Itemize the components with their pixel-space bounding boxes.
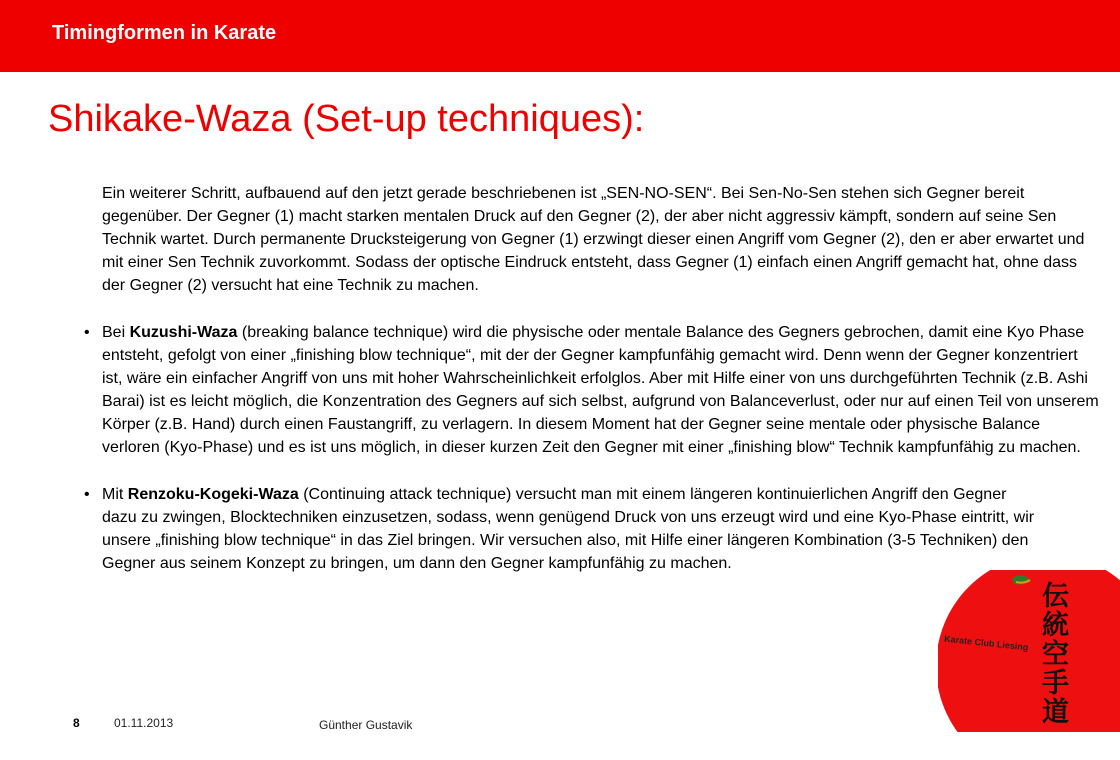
kuzushi-prefix: Bei [102,324,130,341]
red-sun-icon [938,570,1120,732]
slide-content [84,182,1102,599]
slide-title: Shikake-Waza (Set-up techniques): [48,98,645,140]
intro-paragraph: Ein weiterer Schritt, aufbauend auf den jetzt gerade beschriebenen ist „SEN-NO-SEN“. Bei Sen-No-Sen stehen sich Gegner bereit gegenüber. Der Gegner (1) macht starken mentalen Druck auf den Gegner (2), der aber nicht aggressiv kämpft, sondern auf seine Sen Technik wartet. Durch permanente Drucksteigerung von Gegner (1) erzwingt dieser einen Angriff vom Gegner (2), den er aber erwartet und mit einer Sen Technik zuvorkommt. Sodass der optische Eindruck entsteht, dass Gegner (1) einfach einen Angriff gemacht hat, ohne dass der Gegner (2) versucht hat eine Technik zu machen. [102,185,1085,294]
renzoku-prefix: Mit [102,486,128,503]
kuzushi-term: Kuzushi-Waza [129,324,238,341]
bullet-kuzushi [84,321,1102,459]
bullet-dot: • [84,486,90,503]
header-bar [0,0,1120,72]
logo-label: Karate Club Liesing [943,633,1029,653]
logo-calligraphy: 伝統空手道 [1042,581,1069,728]
karate-club-logo [938,570,1120,732]
renzoku-text: (Continuing attack technique) versucht man mit einem längeren kontinuierlichen Angriff den Gegner dazu zu zwingen, Blocktechniken einzusetzen, sodass, wenn genügend Druck von uns erzeugt wird und eine Kyo-Phase eintritt, wir unsere „finishing blow technique“ in das Ziel bringen. Wir versuchen also, mit Hilfe einer längeren Kombination (3-5 Techniken) den Gegner aus seinem Konzept zu bringen, um dann den Gegner kampfunfähig zu machen. [102,486,1035,572]
kuzushi-text: (breaking balance technique) wird die physische oder mentale Balance des Gegners gebrochen, damit eine Kyo Phase entsteht, gefolgt von einer „finishing blow technique“, mit der der Gegner kampfunfähig gemacht wird. Denn wenn der Gegner konzentriert ist, wäre ein einfacher Angriff von uns mit hoher Wahrscheinlichkeit erfolglos. Aber mit Hilfe einer von uns durchgeführten Technik (z.B. Ashi Barai) ist es leicht möglich, die Konzentration des Gegners auf sich selbst, aufgrund von Balanceverlust, oder nur auf einen Teil von unserem Körper (z.B. Hand) durch einen Faustangriff, zu verlagern. In diesem Moment hat der Gegner seine mentale oder physische Balance verloren (Kyo-Phase) und es ist uns möglich, in dieser kurzen Zeit den Gegner mit einer „finishing blow“ Technik kampfunfähig zu machen. [102,324,1099,456]
bullet-dot: • [84,324,90,341]
bullet-renzoku [84,483,1037,575]
header-title: Timingformen in Karate [52,22,277,44]
footer-date: 01.11.2013 [114,716,174,730]
page-number: 8 [73,716,80,730]
footer-author: Günther Gustavik [319,718,413,732]
renzoku-term: Renzoku-Kogeki-Waza [127,486,299,503]
